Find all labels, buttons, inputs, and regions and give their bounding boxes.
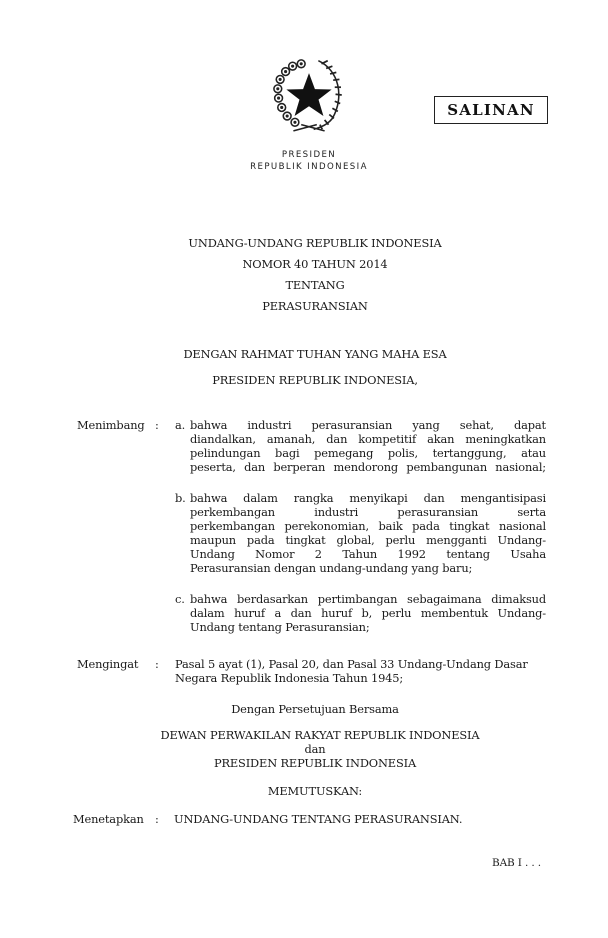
mengingat-label: Mengingat [77,657,139,671]
mengingat-line: Pasal 5 ayat (1), Pasal 20, dan Pasal 33 Undang-Undang Dasar [175,657,528,671]
law-subject: PERASURANSIAN [262,299,368,313]
item-b-line: bahwa dalam rangka menyikapi dan mengantisipasi [190,491,546,505]
item-a-line: diandalkan, amanah, dan kompetitif akan meningkatkan [190,432,546,446]
law-about: TENTANG [285,278,345,292]
approval-intro: Dengan Persetujuan Bersama [231,702,399,716]
approval-body-dpr: DEWAN PERWAKILAN RAKYAT REPUBLIK INDONESIA [160,728,480,742]
menimbang-label: Menimbang [77,418,145,432]
item-b-line: perkembangan industri perasuransian serta [190,505,546,519]
menetapkan-text: UNDANG-UNDANG TENTANG PERASURANSIAN. [174,812,463,826]
decision-heading: MEMUTUSKAN: [267,784,363,798]
item-b-line: Undang Nomor 2 Tahun 1992 tentang Usaha [190,547,546,561]
approval-body-president: PRESIDEN REPUBLIK INDONESIA [213,756,417,770]
salinan-stamp: SALINAN [434,96,548,124]
item-c-marker: c. [175,592,185,606]
authority: PRESIDEN REPUBLIK INDONESIA, [212,373,418,387]
invocation: DENGAN RAHMAT TUHAN YANG MAHA ESA [183,347,447,361]
item-b-line: perkembangan perekonomian, baik pada tingkat nasional [190,519,546,533]
item-b-marker: b. [175,491,186,505]
garuda-star-emblem-icon [270,56,348,134]
item-a-line: peserta, dan berperan mendorong pembangunan nasional; [190,460,546,474]
page-continuation: BAB I . . . [492,857,541,869]
approval-conjunction: dan [304,742,326,756]
item-b-line: maupun pada tingkat global, perlu mengganti Undang- [190,533,546,547]
menimbang-colon: : [155,418,159,432]
office-title-line2: REPUBLIK INDONESIA [250,162,368,172]
item-a-line: pelindungan bagi pemegang polis, tertanggung, atau [190,446,546,460]
law-title: UNDANG-UNDANG REPUBLIK INDONESIA [188,236,442,250]
menetapkan-colon: : [155,812,159,826]
item-c-line: bahwa berdasarkan pertimbangan sebagaimana dimaksud [190,592,546,606]
menetapkan-label: Menetapkan [73,812,144,826]
item-b-line: Perasuransian dengan undang-undang yang baru; [190,561,473,575]
item-a-line: bahwa industri perasuransian yang sehat, dapat [190,418,546,432]
item-a-marker: a. [175,418,186,432]
mengingat-line: Negara Republik Indonesia Tahun 1945; [175,671,404,685]
item-c-line: Undang tentang Perasuransian; [190,620,370,634]
item-c-line: dalam huruf a dan huruf b, perlu membentuk Undang- [190,606,546,620]
mengingat-colon: : [155,657,159,671]
office-title-line1: PRESIDEN [281,150,337,160]
law-number: NOMOR 40 TAHUN 2014 [242,257,388,271]
